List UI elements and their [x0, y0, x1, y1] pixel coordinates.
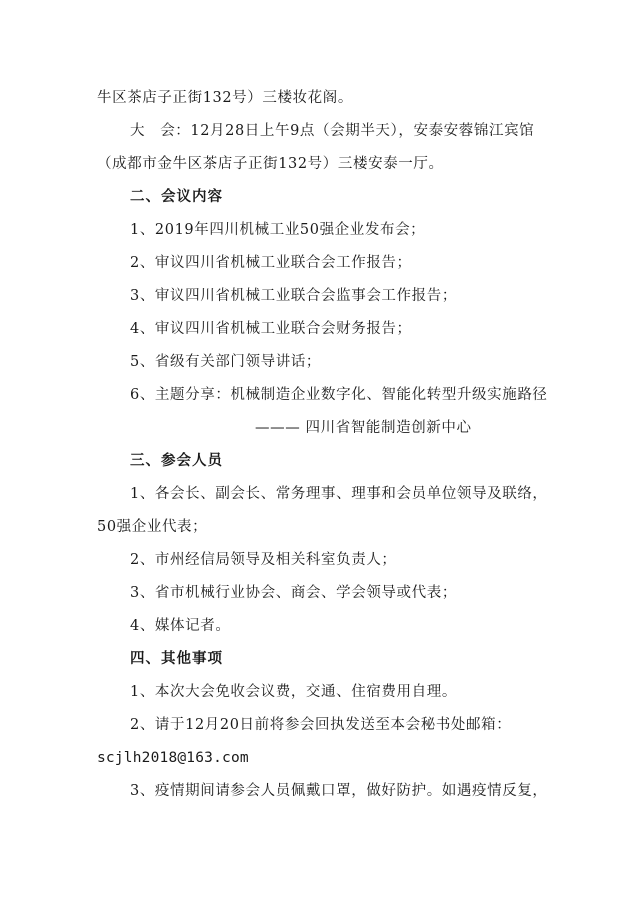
agenda-item-6: 6、主题分享：机械制造企业数字化、智能化转型升级实施路径 — [130, 387, 548, 403]
attendee-item-1: 1、各会长、副会长、常务理事、理事和会员单位领导及联络， — [130, 486, 548, 502]
venue-address-continuation: 牛区茶店子正街132号）三楼妆花阁。 — [97, 90, 353, 106]
attendee-item-2: 2、市州经信局领导及相关科室负责人； — [130, 552, 397, 568]
attendee-item-3: 3、省市机械行业协会、商会、学会领导或代表； — [130, 585, 457, 601]
attendee-item-4: 4、媒体记者。 — [130, 618, 231, 634]
conference-venue-address: （成都市金牛区茶店子正街132号）三楼安泰一厅。 — [97, 156, 444, 172]
other-item-2: 2、请于12月20日前将参会回执发送至本会秘书处邮箱： — [130, 717, 512, 733]
attendee-item-1-continuation: 50强企业代表； — [97, 519, 208, 535]
agenda-item-2: 2、审议四川省机械工业联合会工作报告； — [130, 255, 412, 271]
section-heading-agenda: 二、会议内容 — [130, 189, 223, 205]
agenda-item-4: 4、审议四川省机械工业联合会财务报告； — [130, 321, 412, 337]
section-heading-other-matters: 四、其他事项 — [130, 651, 223, 667]
agenda-item-1: 1、2019年四川机械工业50强企业发布会； — [130, 222, 426, 238]
other-item-3: 3、疫情期间请参会人员佩戴口罩，做好防护。如遇疫情反复， — [130, 783, 548, 799]
secretariat-email: scjlh2018@163.com — [97, 750, 249, 766]
other-item-1: 1、本次大会免收会议费，交通、住宿费用自理。 — [130, 684, 457, 700]
conference-time-venue: 大 会：12月28日上午9点（会期半天），安泰安蓉锦江宾馆 — [130, 123, 535, 139]
agenda-item-5: 5、省级有关部门领导讲话； — [130, 354, 322, 370]
agenda-item-6-presenter: ——— 四川省智能制造创新中心 — [255, 420, 472, 436]
agenda-item-3: 3、审议四川省机械工业联合会监事会工作报告； — [130, 288, 457, 304]
section-heading-attendees: 三、参会人员 — [130, 453, 223, 469]
